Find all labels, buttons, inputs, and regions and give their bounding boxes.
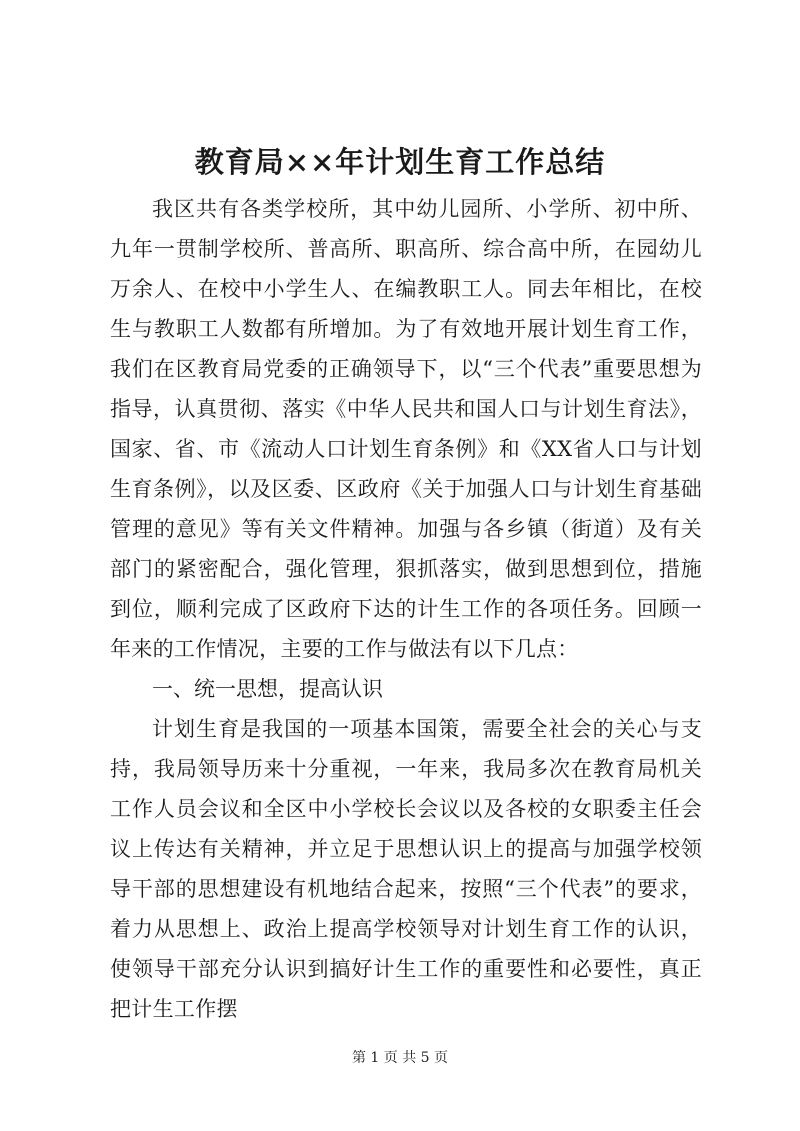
document-body <box>110 189 702 1029</box>
page-footer: 第 1 页 共 5 页 <box>351 1050 449 1066</box>
intro-paragraph: 我区共有各类学校所，其中幼儿园所、小学所、初中所、九年一贯制学校所、普高所、职高所、综合高中所，在园幼儿万余人、在校中小学生人、在编教职工人。同去年相比，在校生与教职工人数都有所增加。为了有效地开展计划生育工作，我们在区教育局党委的正确领导下，以“三个代表”重要思想为指导，认真贯彻、落实《中华人民共和国人口与计划生育法》，国家、省、市《流动人口计划生育条例》和《XX省人口与计划生育条例》，以及区委、区政府《关于加强人口与计划生育基础管理的意见》等有关文件精神。加强与各乡镇（街道）及有关部门的紧密配合，强化管理，狠抓落实，做到思想到位，措施到位，顺利完成了区政府下达的计生工作的各项任务。回顾一年来的工作情况，主要的工作与做法有以下几点： <box>110 197 702 661</box>
section-1-paragraph: 计划生育是我国的一项基本国策，需要全社会的关心与支持，我局领导历来十分重视，一年来，我局多次在教育局机关工作人员会议和全区中小学校长会议以及各校的女职委主任会议上传达有关精神，并立足于思想认识上的提高与加强学校领导干部的思想建设有机地结合起来，按照“三个代表”的要求，着力从思想上、政治上提高学校领导对计划生育工作的认识，使领导干部充分认识到搞好计生工作的重要性和必要性，真正把计生工作摆 <box>110 717 702 1021</box>
document-title: 教育局××年计划生育工作总结 <box>194 145 606 179</box>
section-heading-1: 一、统一思想，提高认识 <box>152 677 383 701</box>
